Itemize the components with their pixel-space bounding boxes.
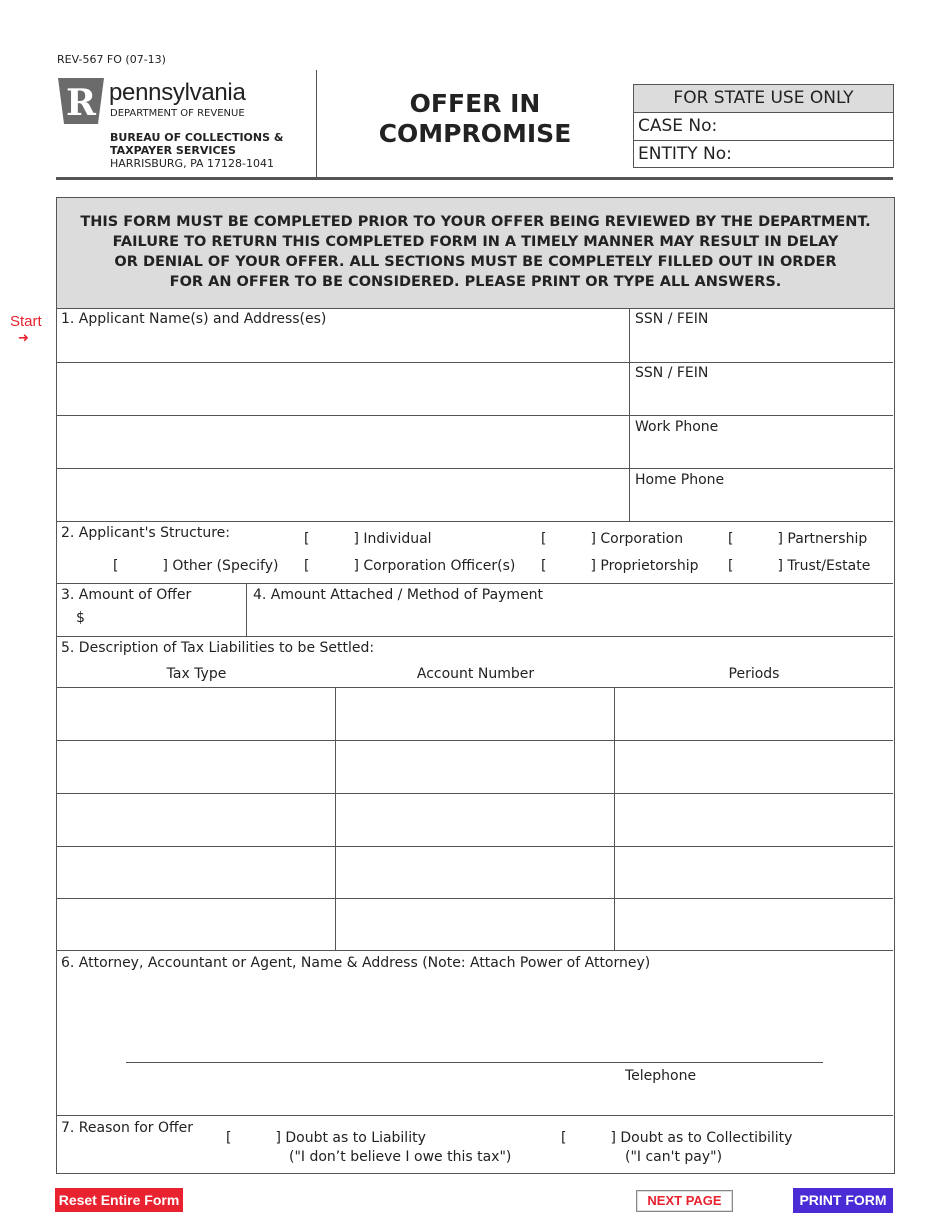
structure-corporation-label: Corporation [600, 531, 684, 547]
account-number-cell[interactable] [337, 848, 613, 897]
pa-keystone-logo [58, 78, 104, 124]
section1-row-line [57, 468, 893, 469]
case-number-field[interactable] [634, 113, 893, 141]
brand-subtitle: DEPARTMENT OF REVENUE [110, 108, 245, 119]
section2-bottom-line [57, 583, 893, 584]
liability-table-col-line [335, 687, 336, 950]
agent-telephone-label: Telephone [625, 1068, 697, 1084]
section1-row-line [57, 362, 893, 363]
structure-individual-option[interactable]: [ ] Individual [304, 531, 432, 547]
ssn-fein-label-1: SSN / FEIN [635, 311, 709, 327]
periods-cell[interactable] [616, 689, 892, 739]
liability-table-col-line [614, 687, 615, 950]
column-header-periods: Periods [728, 666, 780, 682]
notice-line-4: FOR AN OFFER TO BE CONSIDERED. PLEASE PRINT OR TYPE ALL ANSWERS. [169, 274, 782, 290]
liability-table-line [57, 687, 893, 688]
case-number-label: CASE No: [638, 116, 718, 136]
liability-table-line [57, 950, 893, 951]
agent-telephone-field[interactable] [695, 1066, 885, 1088]
start-arrow-icon: ➜ [18, 331, 29, 346]
agent-name-address-field[interactable] [126, 975, 823, 1061]
payment-method-field[interactable] [250, 606, 891, 634]
applicant-name-field-2[interactable] [58, 364, 628, 414]
ssn-fein-field-1[interactable] [631, 332, 892, 361]
applicant-address-field-1[interactable] [58, 417, 628, 467]
reason-collectibility-label: Doubt as to Collectibility [620, 1130, 793, 1146]
reset-form-button[interactable]: Reset Entire Form [55, 1188, 183, 1212]
tax-type-cell[interactable] [58, 795, 334, 845]
section3-bottom-line [57, 636, 893, 637]
liability-table-line [57, 898, 893, 899]
agent-address-underline [126, 1062, 823, 1063]
column-header-tax-type: Tax Type [166, 666, 227, 682]
section2-label: 2. Applicant's Structure: [61, 525, 231, 541]
bureau-line-2: TAXPAYER SERVICES [110, 144, 236, 157]
structure-other-label: Other (Specify) [172, 558, 279, 574]
structure-proprietorship-label: Proprietorship [600, 558, 699, 574]
structure-other-option[interactable]: [ ] Other (Specify) [113, 558, 279, 574]
structure-partnership-option[interactable]: [ ] Partnership [728, 531, 868, 547]
liability-table-line [57, 846, 893, 847]
tax-type-cell[interactable] [58, 900, 334, 949]
print-form-button[interactable]: PRINT FORM [793, 1188, 893, 1213]
account-number-cell[interactable] [337, 742, 613, 792]
applicant-name-field-1[interactable] [58, 330, 628, 361]
entity-number-field[interactable] [634, 141, 893, 167]
section3-4-divider [246, 583, 247, 636]
section6-bottom-line [57, 1115, 893, 1116]
section7-label: 7. Reason for Offer [61, 1120, 194, 1136]
applicant-address-field-2[interactable] [58, 470, 628, 520]
structure-corp-officer-label: Corporation Officer(s) [363, 558, 516, 574]
brand-name: pennsylvania [109, 79, 246, 106]
form-title-line-1: OFFER IN [409, 89, 541, 118]
periods-cell[interactable] [616, 900, 892, 949]
structure-proprietorship-option[interactable]: [ ] Proprietorship [541, 558, 699, 574]
notice-line-1: THIS FORM MUST BE COMPLETED PRIOR TO YOUR OFFER BEING REVIEWED BY THE DEPARTMENT. [80, 214, 871, 230]
column-header-account-number: Account Number [416, 666, 535, 682]
home-phone-label: Home Phone [635, 472, 725, 488]
reason-liability-label: Doubt as to Liability [285, 1130, 426, 1146]
header-divider [316, 70, 317, 178]
section1-row-line [57, 415, 893, 416]
notice-box [57, 198, 894, 309]
work-phone-field[interactable] [631, 438, 892, 467]
bureau-line-1: BUREAU OF COLLECTIONS & [110, 131, 284, 144]
reason-collectibility-note: ("I can't pay") [625, 1149, 723, 1165]
notice-line-3: OR DENIAL OF YOUR OFFER. ALL SECTIONS MUST BE COMPLETELY FILLED OUT IN ORDER [114, 254, 837, 270]
ssn-fein-label-2: SSN / FEIN [635, 365, 709, 381]
form-title-line-2: COMPROMISE [378, 119, 572, 148]
liability-table-line [57, 740, 893, 741]
state-use-box [633, 84, 894, 168]
reason-collectibility-option[interactable]: [ ] Doubt as to Collectibility [561, 1130, 793, 1146]
structure-individual-label: Individual [363, 531, 432, 547]
periods-cell[interactable] [616, 848, 892, 897]
section1-label: 1. Applicant Name(s) and Address(es) [61, 311, 327, 327]
structure-partnership-label: Partnership [787, 531, 868, 547]
currency-symbol: $ [76, 610, 85, 626]
bureau-address: HARRISBURG, PA 17128-1041 [110, 157, 274, 170]
section3-label: 3. Amount of Offer [61, 587, 192, 603]
structure-corp-officer-option[interactable]: [ ] Corporation Officer(s) [304, 558, 516, 574]
section4-label: 4. Amount Attached / Method of Payment [253, 587, 544, 603]
header-rule [56, 177, 893, 180]
notice-line-2: FAILURE TO RETURN THIS COMPLETED FORM IN A TIMELY MANNER MAY RESULT IN DELAY [112, 234, 839, 250]
section1-row-line [57, 521, 893, 522]
ssn-fein-field-2[interactable] [631, 385, 892, 414]
liability-table-line [57, 793, 893, 794]
periods-cell[interactable] [616, 795, 892, 845]
reason-liability-note: ("I don’t believe I owe this tax") [289, 1149, 512, 1165]
tax-type-cell[interactable] [58, 742, 334, 792]
state-use-header: FOR STATE USE ONLY [634, 85, 893, 113]
form-code: REV-567 FO (07-13) [57, 53, 166, 66]
reason-liability-option[interactable]: [ ] Doubt as to Liability [226, 1130, 426, 1146]
periods-cell[interactable] [616, 742, 892, 792]
work-phone-label: Work Phone [635, 419, 719, 435]
start-label: Start [10, 313, 42, 330]
tax-type-cell[interactable] [58, 848, 334, 897]
account-number-cell[interactable] [337, 900, 613, 949]
account-number-cell[interactable] [337, 795, 613, 845]
structure-trust-estate-option[interactable]: [ ] Trust/Estate [728, 558, 871, 574]
home-phone-field[interactable] [631, 491, 892, 520]
amount-of-offer-field[interactable] [90, 606, 243, 634]
structure-trust-estate-label: Trust/Estate [787, 558, 871, 574]
svg-text:R: R [66, 82, 96, 124]
section5-label: 5. Description of Tax Liabilities to be Settled: [61, 640, 375, 656]
tax-type-cell[interactable] [58, 689, 334, 739]
next-page-button[interactable]: NEXT PAGE [636, 1190, 733, 1212]
account-number-cell[interactable] [337, 689, 613, 739]
structure-corporation-option[interactable]: [ ] Corporation [541, 531, 684, 547]
section6-label: 6. Attorney, Accountant or Agent, Name & Address (Note: Attach Power of Attorney) [61, 955, 651, 971]
entity-number-label: ENTITY No: [638, 144, 732, 164]
